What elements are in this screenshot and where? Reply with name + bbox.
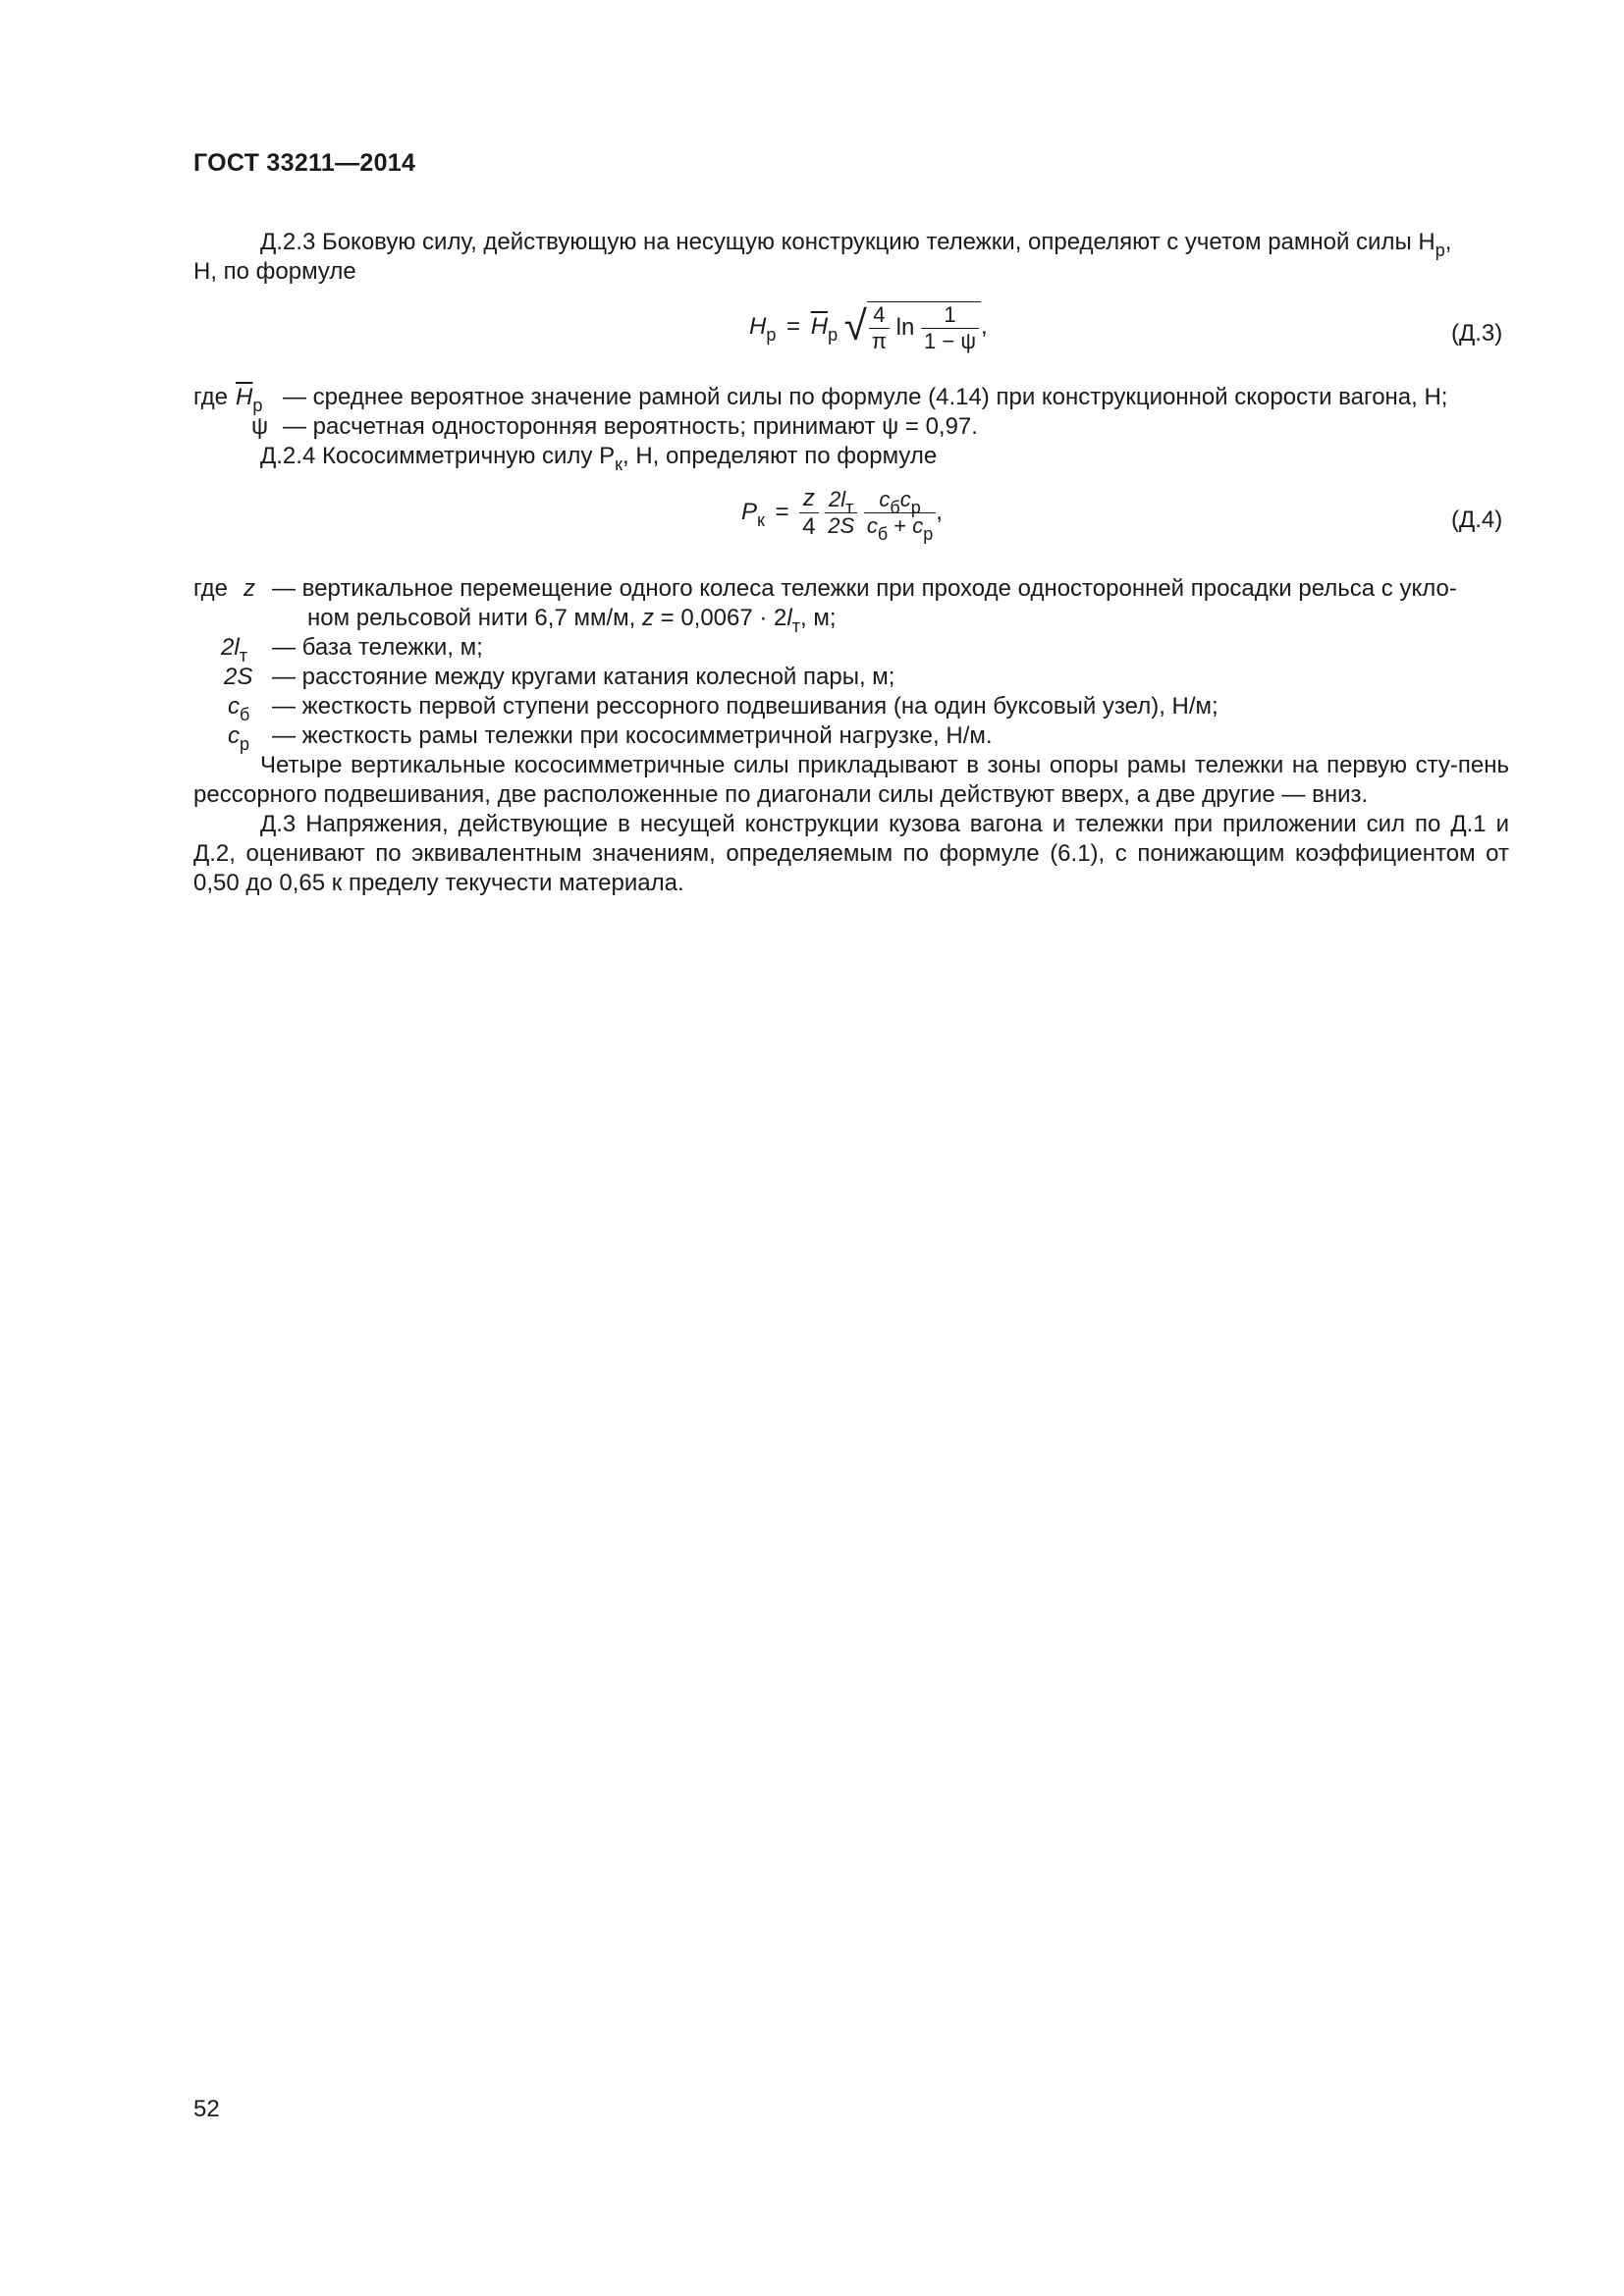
radicand bbox=[867, 301, 981, 354]
formula-d3-rhs-sub: р bbox=[828, 325, 839, 345]
d23-where-sym-h: $\overline{H}_р$ bbox=[236, 384, 263, 415]
d24-where-sym-2l: $2l_т$ bbox=[221, 634, 247, 666]
d24-where-sym-cb: $c_б$ bbox=[228, 693, 250, 724]
d24-where-text-z1: — вертикальное перемещение одного колеса тележки при проходе односторонней просадки рельса с укло- bbox=[272, 575, 1457, 602]
formula-d4-frac3: $\frac{c_бc_р}{c_б + c_р}$ bbox=[864, 487, 936, 539]
formula-d4-number: (Д.4) bbox=[1451, 507, 1503, 533]
d24-where-sym-cr: $c_р$ bbox=[228, 722, 250, 754]
d23-sub: р bbox=[1435, 240, 1445, 260]
d24-where-text-cb: — жесткость первой ступени рессорного подвешивания (на один буксовый узел), Н/м; bbox=[272, 693, 1218, 720]
d23-paragraph-line1 bbox=[260, 228, 1451, 258]
formula-d3-frac2: $\frac{1}{1 - \psi}$ bbox=[921, 302, 979, 354]
d23-text: Д.2.3 Боковую силу, действующую на несущую конструкцию тележки, определяют с учетом рамной силы H bbox=[260, 229, 1435, 255]
d24-paragraph: Д.2.4 Кососимметричную силу $P_к$, Н, определяют по формуле bbox=[260, 443, 938, 474]
formula-d3 bbox=[749, 296, 988, 354]
d24-paragraph-2: Четыре вертикальные кососимметричные силы прикладывают в зоны опоры рамы тележки на первую сту-пень рессорного подвешивания, две расположенные по диагонали силы действуют вверх, а две другие — вниз. bbox=[193, 752, 1509, 808]
d23-where-text-psi: — расчетная односторонняя вероятность; принимают ψ = 0,97. bbox=[283, 413, 978, 440]
page-number: 52 bbox=[193, 2096, 220, 2122]
formula-d3-frac1: $\frac{4}{\pi}$ bbox=[869, 302, 890, 354]
d3-paragraph: Д.3 Напряжения, действующие в несущей конструкции кузова вагона и тележки при приложении сил по Д.1 и Д.2, оценивают по эквивалентным значениям, определяемым по формуле (6.1), с понижающим коэффициентом от 0,50 до 0,65 к пределу текучести материала. bbox=[193, 811, 1509, 896]
d24-where-text-2l: — база тележки, м; bbox=[272, 634, 483, 661]
document-header: ГОСТ 33211—2014 bbox=[193, 149, 416, 177]
formula-d3-lhs: H bbox=[749, 313, 767, 340]
d23-where-label: где bbox=[193, 384, 229, 410]
formula-d3-ln: ln bbox=[895, 313, 915, 341]
formula-d4-frac1: $\frac{z}{4}$ bbox=[799, 485, 818, 541]
d24-where-text-cr: — жесткость рамы тележки при кососимметричной нагрузке, Н/м. bbox=[272, 722, 993, 749]
radical-sign: √ bbox=[843, 302, 867, 348]
d23-paragraph-line2: Н, по формуле bbox=[193, 258, 356, 285]
formula-d3-rhs: $\overline{H}$ bbox=[810, 313, 829, 340]
d24-where-sym-z: z bbox=[244, 575, 255, 602]
d23-end: , bbox=[1444, 229, 1452, 255]
d24-where-label: где bbox=[193, 575, 229, 602]
d24-where-sym-2s: 2S bbox=[224, 664, 253, 690]
formula-d3-eq: = bbox=[786, 313, 801, 340]
d23-where-text-h: — среднее вероятное значение рамной силы по формуле (4.14) при конструкционной скорости вагона, Н; bbox=[283, 384, 1448, 410]
d24-where-text-z2: ном рельсовой нити 6,7 мм/м, $z = 0,0067 \cdot 2l_т$, м; bbox=[307, 605, 837, 636]
formula-d4-frac2: $\frac{2l_т}{2S}$ bbox=[825, 487, 857, 539]
d23-where-sym-psi: ψ bbox=[251, 413, 269, 440]
formula-d3-comma: , bbox=[981, 313, 988, 340]
formula-d3-lhs-sub: р bbox=[766, 325, 777, 345]
formula-d4: $P_к$ = $\frac{z}{4}$ $\frac{2l_т}{2S}$ $\frac{c_бc_р}{c_б + c_р}$ , bbox=[741, 485, 943, 544]
formula-d3-number: (Д.3) bbox=[1451, 320, 1503, 347]
d24-where-text-2s: — расстояние между кругами катания колесной пары, м; bbox=[272, 664, 895, 690]
